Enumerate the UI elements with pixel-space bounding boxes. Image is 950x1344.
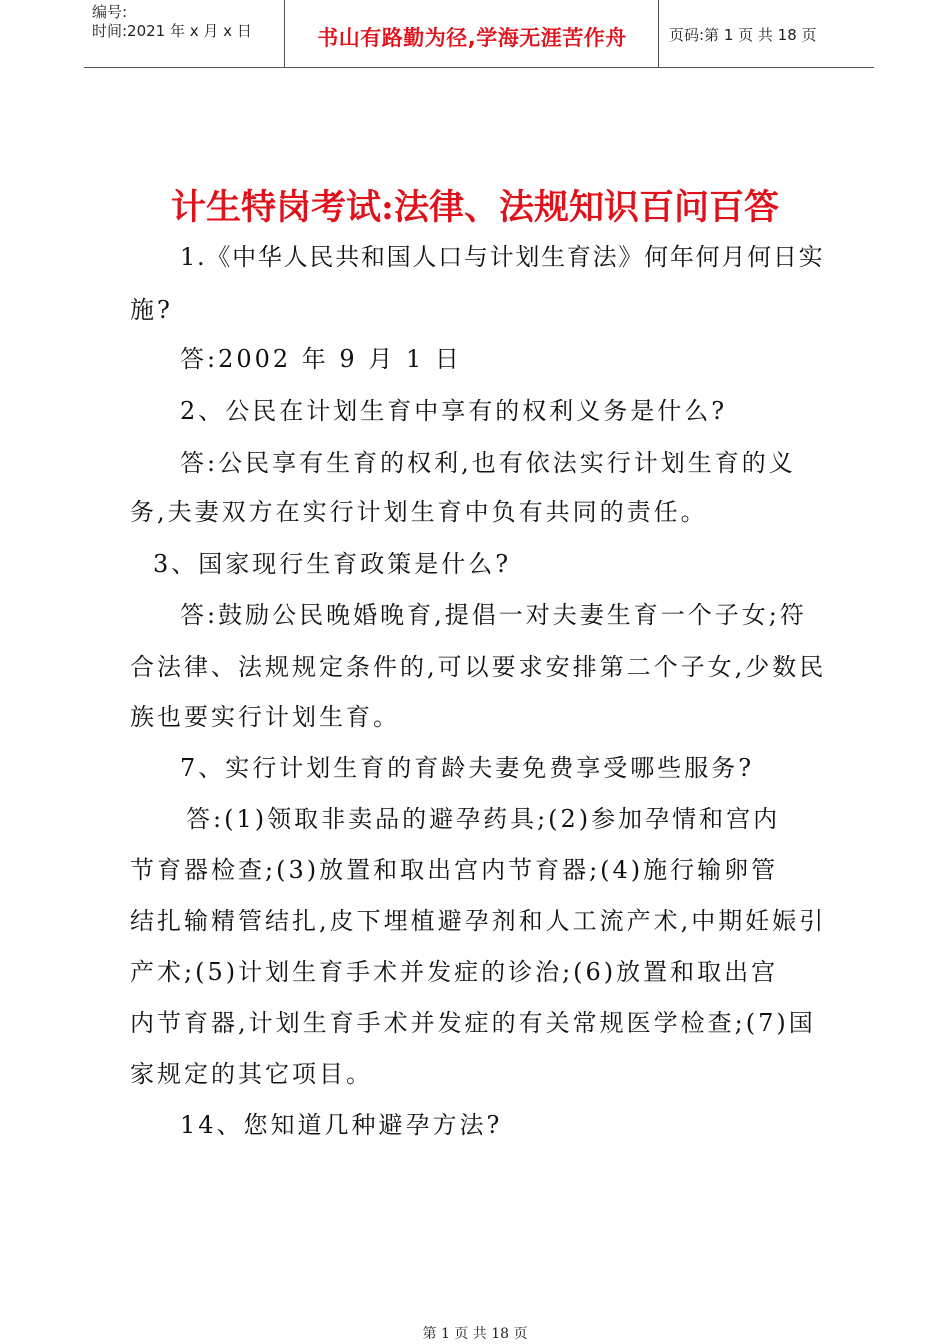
header-page-cell <box>659 0 874 68</box>
answer-3-line-2: 合法律、法规规定条件的,可以要求安排第二个子女,少数民 <box>130 653 827 681</box>
question-7: 7、实行计划生育的育龄夫妻免费享受哪些服务? <box>180 754 755 782</box>
header-meta-cell <box>84 0 285 68</box>
time-label: 时间:2021 年 x 月 x 日 <box>92 22 252 40</box>
answer-7-line-3: 结扎输精管结扎,皮下埋植避孕剂和人工流产术,中期妊娠引 <box>130 907 827 935</box>
answer-2-line-2: 务,夫妻双方在实行计划生育中负有共同的责任。 <box>130 498 708 526</box>
motto-text: 书山有路勤为径,学海无涯苦作舟 <box>317 26 627 50</box>
document-title: 计生特岗考试:法律、法规知识百问百答 <box>171 187 779 228</box>
page-info: 页码:第 1 页 共 18 页 <box>669 26 817 44</box>
question-3: 3、国家现行生育政策是什么? <box>153 550 512 578</box>
question-14: 14、您知道几种避孕方法? <box>180 1111 503 1139</box>
answer-2-line-1: 答:公民享有生育的权利,也有依法实行计划生育的义 <box>180 449 796 477</box>
answer-7-line-4: 产术;(5)计划生育手术并发症的诊治;(6)放置和取出宫 <box>130 958 779 986</box>
answer-3-line-1: 答:鼓励公民晚婚晚育,提倡一对夫妻生育一个子女;符 <box>180 601 807 629</box>
question-1-line-1: 1.《中华人民共和国人口与计划生育法》何年何月何日实 <box>180 243 825 271</box>
answer-7-line-5: 内节育器,计划生育手术并发症的有关常规医学检查;(7)国 <box>130 1009 816 1037</box>
answer-7-line-2: 节育器检查;(3)放置和取出宫内节育器;(4)施行输卵管 <box>130 856 779 884</box>
answer-7-line-1: 答:(1)领取非卖品的避孕药具;(2)参加孕情和宫内 <box>186 805 781 833</box>
header-table <box>84 0 874 68</box>
answer-3-line-3: 族也要实行计划生育。 <box>130 703 400 731</box>
question-2: 2、公民在计划生育中享有的权利义务是什么? <box>180 397 728 425</box>
answer-1: 答:2002 年 9 月 1 日 <box>180 345 462 373</box>
answer-7-line-6: 家规定的其它项目。 <box>130 1060 373 1088</box>
question-1-line-2: 施? <box>130 296 173 324</box>
header-motto-cell <box>285 0 659 68</box>
page-footer: 第 1 页 共 18 页 <box>422 1326 528 1342</box>
serial-label: 编号: <box>92 3 128 21</box>
